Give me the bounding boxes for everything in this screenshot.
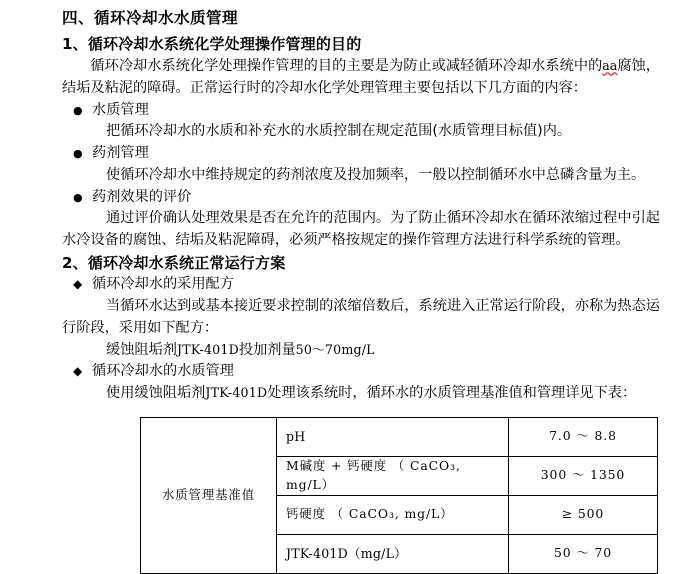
intro-paragraph-part1: 循环冷却水系统化学处理操作管理的目的主要是为防止或减轻循环冷却水系统中的 [90,58,603,75]
list-item-body: 当循环水达到或基本接近要求控制的浓缩倍数后，系统进入正常运行阶段，亦称为热态运行阶段，采用如下配方： [62,298,660,336]
water-quality-table-container [62,417,660,574]
water-quality-table [140,417,658,574]
bullet-list-subsection-2 [62,274,660,404]
table-cell-value: ≥ 500 [509,495,658,534]
list-item-body: 通过评价确认处理效果是否在允许的范围内。为了防止循环冷却水在循环浓缩过程中引起水冷设备的腐蚀、结垢及粘泥障碍，必须严格按规定的操作管理方法进行科学系统的管理。 [62,210,660,248]
misspelled-word[interactable]: aa [602,58,618,74]
list-item-label: 循环冷却水的水质管理 [92,363,234,380]
body-agent: JTK-401D [205,385,268,401]
table-cell-item-text: JTK-401D（mg/L） [286,545,407,561]
table-cell-value: 50 ～ 70 [509,534,658,573]
round-bullet-icon: ● [73,103,83,117]
table-cell-item-text: pH [286,428,306,444]
list-item-label: 药剂管理 [92,145,149,162]
formula-dose: 50～70mg/L [295,341,375,357]
body-prefix: 使用缓蚀阻垢剂 [106,385,206,402]
list-item-body [62,383,660,405]
list-item [62,100,660,122]
diamond-bullet-icon: ◆ [73,364,83,379]
table-cell-item: 钙硬度 （ CaCO₃, mg/L） [277,495,509,534]
round-bullet-icon: ● [73,147,83,161]
formula-line [62,340,660,362]
list-item [62,274,660,296]
table-cell-item [277,534,509,573]
list-item-body: 把循环冷却水的水质和补充水的水质控制在规定范围(水质管理目标值)内。 [106,123,572,140]
table-cell-value: 7.0 ～ 8.8 [509,417,658,456]
heading-subsection-2: 2、循环冷却水系统正常运行方案 [62,253,286,272]
diamond-bullet-icon: ◆ [73,277,83,292]
list-item [62,361,660,383]
table-cell-item [277,417,509,456]
formula-mid: 投加剂量 [238,341,296,358]
list-item [62,143,660,165]
list-item-body: 使循环冷却水中维持规定的药剂浓度及投加频率，一般以控制循环水中总磷含量为主。 [106,166,646,183]
table-row-header: 水质管理基准值 [141,417,277,573]
intro-paragraph-part2: 腐蚀，结垢及粘泥的障碍。正常运行时的冷却水化学处理管理主要包括以下几方面的内容： [62,58,660,96]
body-rest: 处理该系统时，循环水的水质管理基准值和管理详见下表： [267,385,637,402]
bullet-list-subsection-1 [62,100,660,252]
heading-subsection-1: 1、循环冷却水系统化学处理操作管理的目的 [62,35,362,54]
table-row [141,417,658,456]
table-cell-item: M碱度 + 钙硬度 （ CaCO₃, mg/L） [277,456,509,495]
intro-paragraph [62,56,660,99]
list-item-label: 水质管理 [92,101,149,118]
list-item [62,187,660,209]
formula-prefix: 缓蚀阻垢剂 [106,341,177,358]
page-title: 四、循环冷却水水质管理 [62,9,238,27]
round-bullet-icon: ● [73,190,83,204]
list-item-label: 药剂效果的评价 [92,188,192,205]
formula-agent: JTK-401D [176,341,239,357]
table-cell-value: 300 ～ 1350 [509,456,658,495]
list-item-label: 循环冷却水的采用配方 [92,276,234,293]
